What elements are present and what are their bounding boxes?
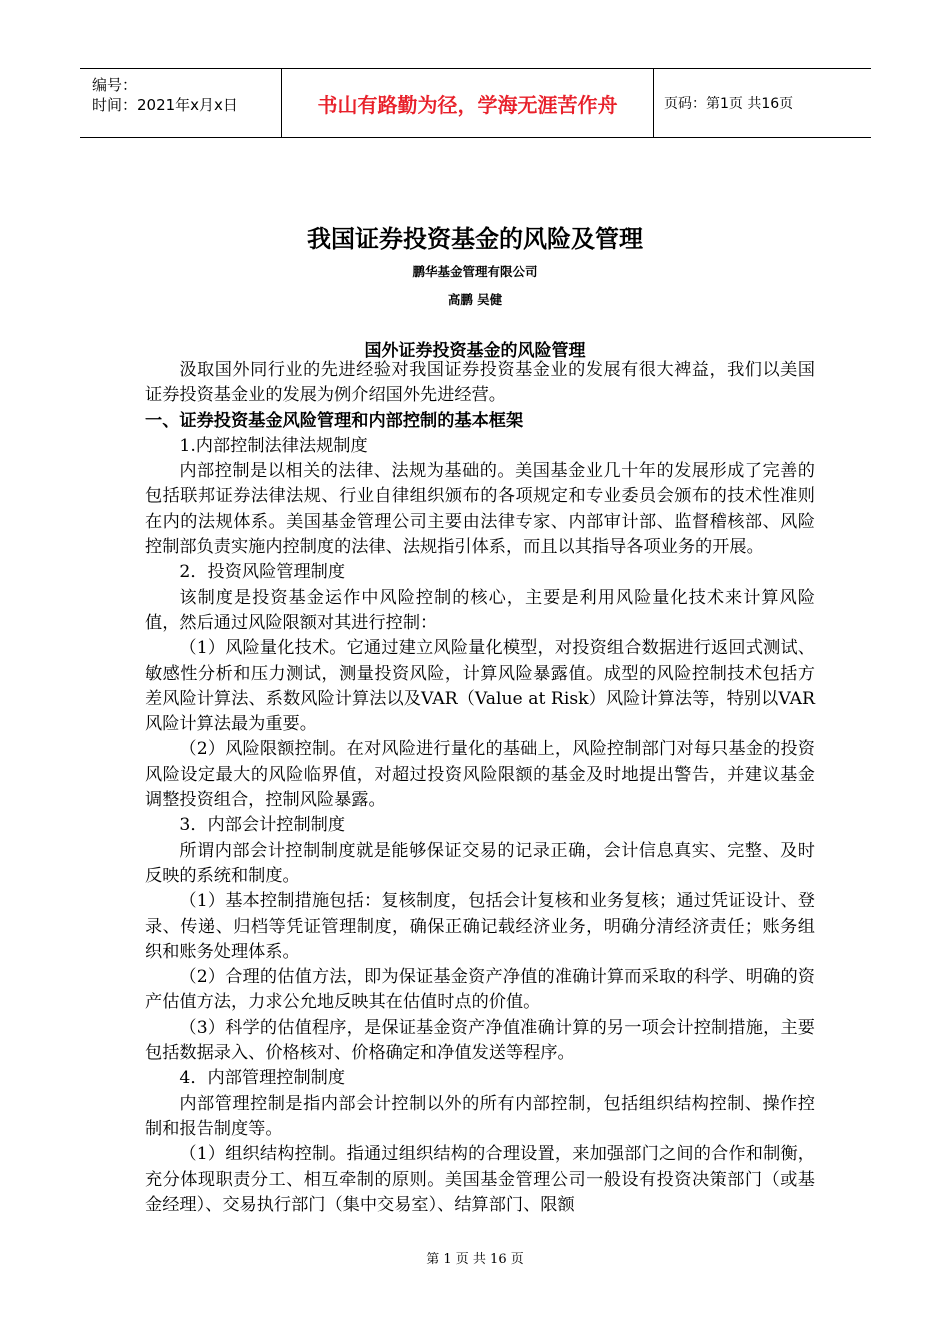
paragraph: （2）风险限额控制。在对风险进行量化的基础上，风险控制部门对每只基金的投资风险设定最大的风险临界值，对超过投资风险限额的基金及时地提出警告，并建议基金调整投资组合，控制风险暴露。 [145, 739, 815, 811]
paragraph: 内部控制是以相关的法律、法规为基础的。美国基金业几十年的发展形成了完善的包括联邦证券法律法规、行业自律组织颁布的各项规定和专业委员会颁布的技术性准则在内的法规体系。美国基金管理公司主要由法律专家、内部审计部、监督稽核部、风险控制部负责实施内控制度的法律、法规指引体系，而且以其指导各项业务的开展。 [145, 461, 815, 558]
organization: 鹏华基金管理有限公司 [412, 264, 538, 279]
time-label: 时间：2021年x月x日 [92, 96, 238, 114]
paragraph: （1）风险量化技术。它通过建立风险量化模型，对投资组合数据进行返回式测试、敏感性分析和压力测试，测量投资风险，计算风险暴露值。成型的风险控制技术包括方差风险计算法、系数风险计算法以及VAR（Value at Risk）风险计算法等，特别以VAR风险计算法最为重要。 [145, 638, 815, 735]
document-header [80, 68, 871, 138]
header-motto: 书山有路勤为径，学海无涯苦作舟 [282, 69, 654, 137]
paragraph: 该制度是投资基金运作中风险控制的核心，主要是利用风险量化技术来计算风险值，然后通过风险限额对其进行控制： [145, 587, 815, 633]
paragraph: 所谓内部会计控制制度就是能够保证交易的记录正确，会计信息真实、完整、及时反映的系统和制度。 [145, 840, 815, 886]
section-heading: 一、证券投资基金风险管理和内部控制的基本框架 [145, 410, 524, 431]
subsection-heading: 2．投资风险管理制度 [179, 562, 346, 583]
subsection-heading: 1.内部控制法律法规制度 [179, 435, 368, 456]
paragraph: （2）合理的估值方法，即为保证基金资产净值的准确计算而采取的科学、明确的资产估值方法，力求公允地反映其在估值时点的价值。 [145, 967, 815, 1013]
paragraph: （1）组织结构控制。指通过组织结构的合理设置，来加强部门之间的合作和制衡，充分体现职责分工、相互牵制的原则。美国基金管理公司一般设有投资决策部门（或基金经理）、交易执行部门（集中交易室）、结算部门、限额 [145, 1144, 815, 1215]
subsection-heading: 3．内部会计控制制度 [179, 815, 346, 836]
authors: 高鹏 吴健 [447, 292, 503, 307]
paragraph: （3）科学的估值程序，是保证基金资产净值准确计算的另一项会计控制措施，主要包括数据录入、价格核对、价格确定和净值发送等程序。 [145, 1017, 815, 1064]
number-label: 编号： [92, 76, 138, 94]
paragraph: （1）基本控制措施包括：复核制度，包括会计复核和业务复核；通过凭证设计、登录、传递、归档等凭证管理制度，确保正确记载经济业务，明确分清经济责任；账务组织和账务处理体系。 [145, 891, 815, 962]
header-meta [80, 69, 282, 137]
document-title: 我国证券投资基金的风险及管理 [307, 225, 643, 253]
section-subtitle: 国外证券投资基金的风险管理 [364, 341, 586, 361]
header-page-info: 页码：第1页 共16页 [664, 96, 794, 112]
page-footer: 第 1 页 共 16 页 [426, 1252, 524, 1267]
subsection-heading: 4．内部管理控制制度 [179, 1068, 346, 1089]
paragraph: 内部管理控制是指内部会计控制以外的所有内部控制，包括组织结构控制、操作控制和报告制度等。 [145, 1093, 815, 1139]
document-body [145, 358, 815, 1218]
paragraph: 汲取国外同行业的先进经验对我国证券投资基金业的发展有很大裨益，我们以美国证券投资基金业的发展为例介绍国外先进经营。 [145, 360, 815, 406]
